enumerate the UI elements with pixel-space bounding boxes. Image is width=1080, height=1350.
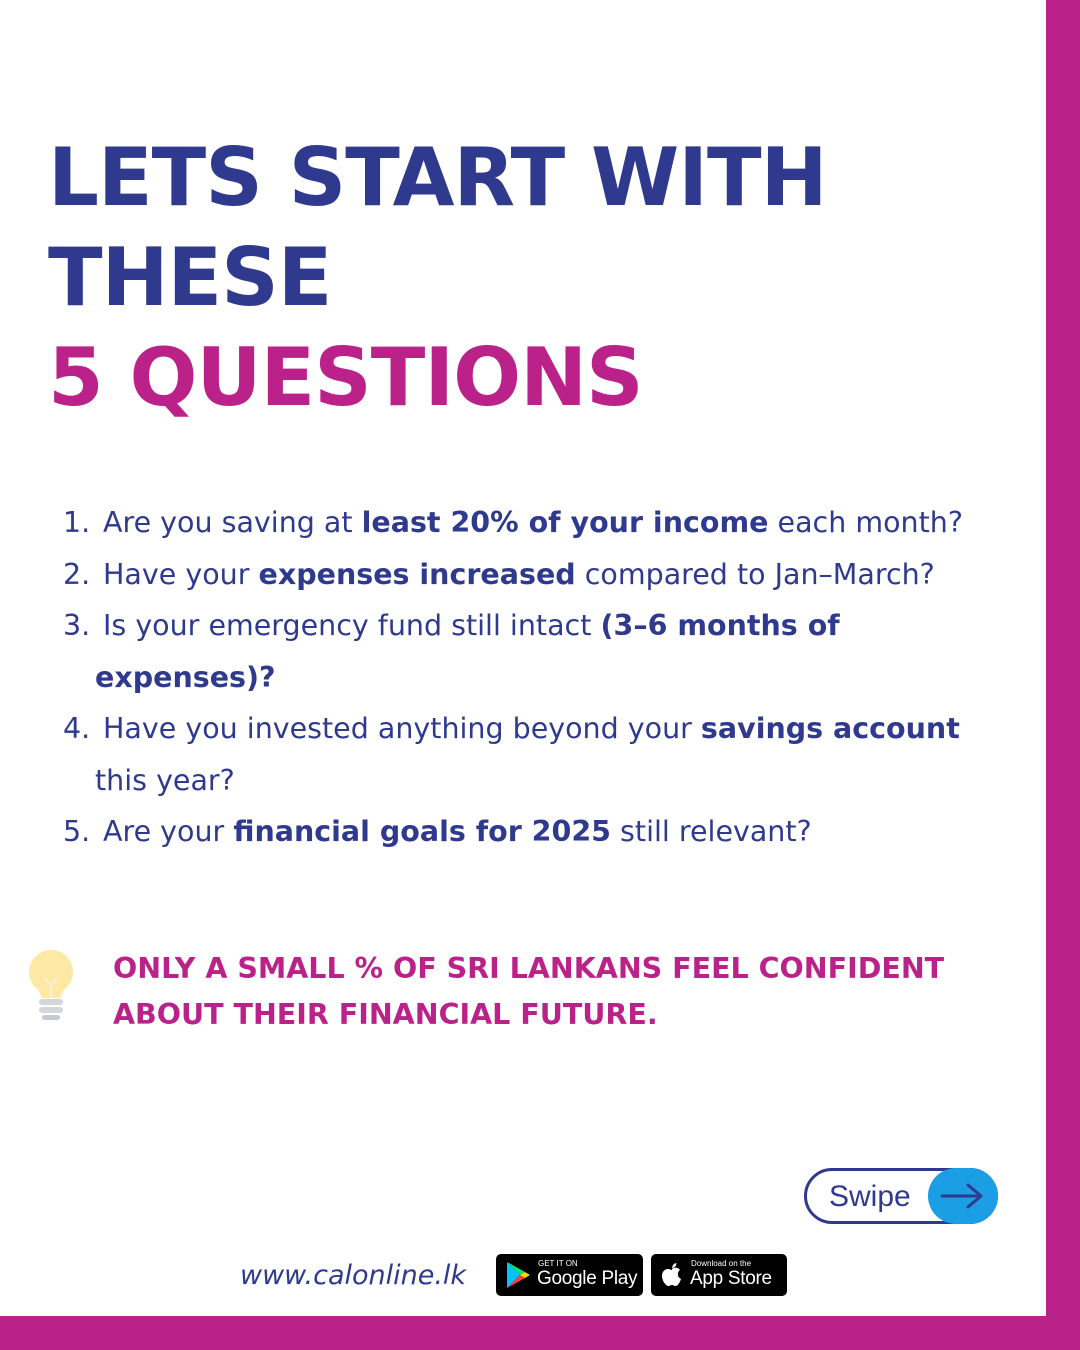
list-number: 4. xyxy=(63,712,91,745)
app-store-small-text: Download on the xyxy=(691,1259,752,1268)
list-number: 5. xyxy=(63,815,91,848)
question-text: Are your xyxy=(103,815,234,848)
question-text: each month? xyxy=(768,506,963,539)
question-list xyxy=(60,497,1030,858)
website-link[interactable]: www.calonline.lk xyxy=(240,1260,467,1291)
swipe-button[interactable] xyxy=(804,1168,998,1224)
question-emphasis: financial goals for 2025 xyxy=(233,815,611,848)
arrow-right-icon xyxy=(938,1180,986,1212)
callout-text xyxy=(113,946,944,1038)
page-title xyxy=(48,128,827,428)
question-emphasis: least 20% of your income xyxy=(361,506,769,539)
question-text: Is your emergency fund still intact xyxy=(103,609,601,642)
callout-line-1: ONLY A SMALL % OF SRI LANKANS FEEL CONFIDENT xyxy=(113,952,945,985)
question-text: Have your xyxy=(103,557,259,591)
list-item xyxy=(60,703,1030,806)
bottom-accent-bar xyxy=(0,1316,1080,1350)
list-number: 1. xyxy=(63,506,91,539)
question-text: this year? xyxy=(95,763,235,797)
question-text: Have you invested anything beyond your xyxy=(103,712,701,745)
google-play-icon xyxy=(505,1261,531,1289)
list-item xyxy=(60,806,1030,858)
question-emphasis: expenses)? xyxy=(95,660,276,694)
question-text: still relevant? xyxy=(611,815,812,848)
callout-line-2: ABOUT THEIR FINANCIAL FUTURE. xyxy=(113,998,658,1031)
list-item xyxy=(60,497,1030,549)
app-store-big-text: App Store xyxy=(690,1268,772,1289)
list-number: 2. xyxy=(63,557,91,591)
app-store-badge[interactable] xyxy=(651,1254,787,1296)
title-line-2: THESE xyxy=(48,231,332,324)
question-text: Are you saving at xyxy=(103,506,362,539)
list-number: 3. xyxy=(63,609,91,642)
title-line-1: LETS START WITH xyxy=(48,131,827,224)
question-emphasis: savings account xyxy=(700,712,960,745)
swipe-label: Swipe xyxy=(829,1180,911,1213)
list-item xyxy=(60,549,1030,601)
title-line-3: 5 QUESTIONS xyxy=(48,331,643,424)
lightbulb-icon xyxy=(24,948,78,1024)
question-text: compared to Jan–March? xyxy=(575,557,935,591)
question-emphasis: expenses increased xyxy=(258,557,576,591)
swipe-arrow-circle xyxy=(928,1168,998,1224)
right-accent-bar xyxy=(1046,0,1080,1350)
google-play-big-text: Google Play xyxy=(537,1268,638,1289)
google-play-small-text: GET IT ON xyxy=(538,1259,578,1268)
google-play-badge[interactable] xyxy=(496,1254,643,1296)
apple-icon xyxy=(660,1261,684,1289)
list-item xyxy=(60,600,1030,703)
question-emphasis: (3–6 months of xyxy=(600,609,840,642)
